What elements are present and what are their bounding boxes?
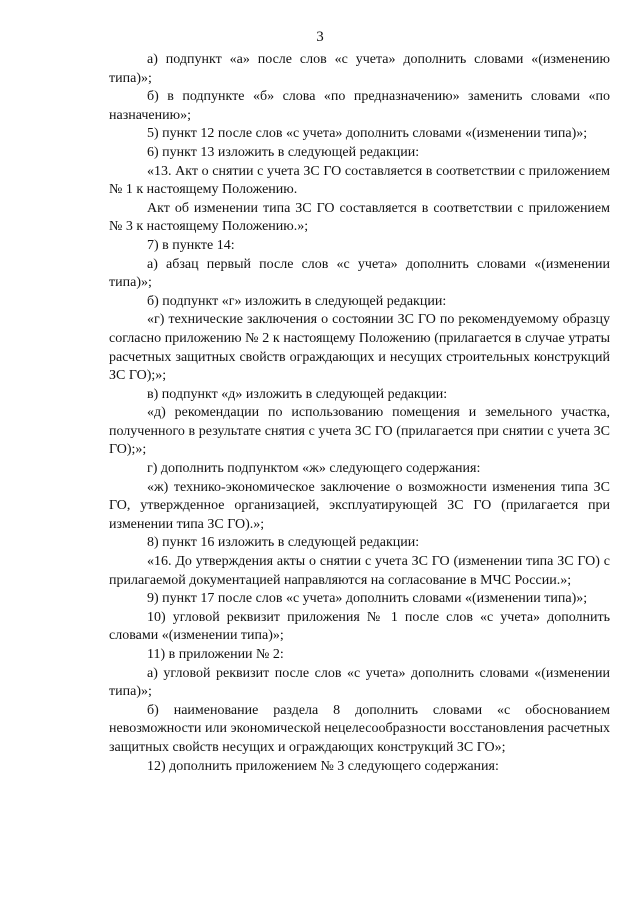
page-number: 3: [316, 29, 324, 45]
paragraph: «13. Акт о снятии с учета ЗС ГО составляется в соответствии с приложением № 1 к настоящему Положению.: [109, 163, 610, 198]
document-body: [109, 51, 610, 776]
paragraph: 10) угловой реквизит приложения № 1 после слов «с учета» дополнить словами «(изменении типа)»;: [109, 609, 610, 644]
paragraph: в) подпункт «д» изложить в следующей редакции:: [147, 386, 448, 402]
paragraph: 8) пункт 16 изложить в следующей редакции:: [147, 535, 420, 551]
paragraph: 7) в пункте 14:: [147, 237, 235, 253]
paragraph: «16. До утверждения акты о снятии с учета ЗС ГО (изменении типа ЗС ГО) с прилагаемой документацией направляются на согласование в МЧС России.»;: [109, 554, 610, 588]
paragraph: «ж) технико-экономическое заключение о возможности изменения типа ЗС ГО, утвержденное организацией, эксплуатирующей ЗС ГО (прилагается при изменении типа ЗС ГО).»;: [109, 479, 610, 532]
paragraph: а) абзац первый после слов «с учета» дополнить словами «(изменении типа)»;: [109, 256, 610, 291]
paragraph: «г) технические заключения о состоянии ЗС ГО по рекомендуемому образцу согласно приложению № 2 к настоящему Положению (прилагается в случае утраты расчетных защитных свойств ограждающих и несущих строительных конструкций ЗС ГО);»;: [109, 312, 610, 384]
paragraph: г) дополнить подпунктом «ж» следующего содержания:: [147, 461, 481, 477]
paragraph: б) подпункт «г» изложить в следующей редакции:: [147, 293, 447, 309]
paragraph: а) угловой реквизит после слов «с учета» дополнить словами «(изменении типа)»;: [109, 665, 610, 700]
paragraph: 6) пункт 13 изложить в следующей редакции:: [147, 144, 420, 160]
paragraph: Акт об изменении типа ЗС ГО составляется в соответствии с приложением № 3 к настоящему Положению.»;: [109, 200, 610, 235]
paragraph: б) в подпункте «б» слова «по предназначению» заменить словами «по назначению»;: [109, 89, 610, 123]
paragraph: 12) дополнить приложением № 3 следующего содержания:: [147, 758, 499, 774]
paragraph: «д) рекомендации по использованию помещения и земельного участка, полученного в результате снятия с учета ЗС ГО (прилагается при снятии с учета ЗС ГО);»;: [109, 405, 610, 458]
paragraph: а) подпункт «а» после слов «с учета» дополнить словами «(изменению типа)»;: [109, 52, 610, 86]
paragraph: 5) пункт 12 после слов «с учета» дополнить словами «(изменении типа)»;: [147, 126, 588, 142]
paragraph: 9) пункт 17 после слов «с учета» дополнить словами «(изменении типа)»;: [147, 591, 588, 607]
paragraph: б) наименование раздела 8 дополнить словами «с обоснованием невозможности или экономической нецелесообразности восстановления расчетных защитных свойств несущих и ограждающих конструкций ЗС ГО»;: [109, 702, 610, 755]
paragraph: 11) в приложении № 2:: [147, 647, 284, 662]
